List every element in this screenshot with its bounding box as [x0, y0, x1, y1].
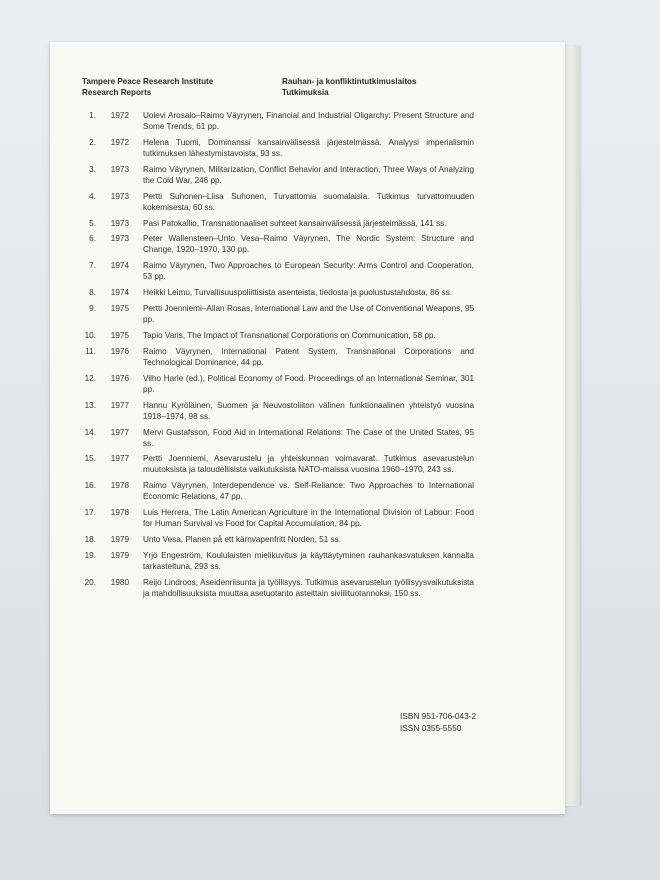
report-number: 9.: [89, 304, 96, 314]
report-citation: Pertti Joenniemi–Allan Rosas, International Law and the Use of Conventional Weapons, 95 pp.: [143, 304, 474, 325]
institute-name-fi: Rauhan- ja konfliktintutkimuslaitos: [282, 77, 417, 86]
report-number: 1.: [89, 111, 96, 120]
header-english: [82, 77, 272, 98]
list-item: [74, 110, 474, 132]
report-number: 12.: [84, 373, 96, 383]
report-year: 1973: [110, 218, 129, 228]
report-year: 1978: [110, 481, 129, 491]
report-citation: Peter Wallensteen–Unto Vesa–Raimo Väyrynen, The Nordic System: Structure and Change, 1920–1970, 130 pp.: [143, 234, 474, 255]
list-item: [74, 164, 474, 186]
report-citation: Helena Tuomi, Dominanssi kansainvälisessä järjestelmässä. Analyysi imperialismin tutkimuksen lähestymistavoista, 93 ss.: [143, 137, 474, 158]
identifier-block: [400, 710, 520, 734]
report-number: 17.: [84, 508, 96, 518]
report-citation: Raimo Väyrynen, Two Approaches to European Security: Arms Control and Cooperation, 53 pp.: [143, 261, 474, 282]
report-citation: Raimo Väyrynen, International Patent System, Transnational Corporations and Technological Dominance, 44 pp.: [143, 346, 474, 367]
list-item: [74, 400, 474, 422]
report-year: 1979: [110, 535, 129, 545]
report-year: 1977: [110, 454, 129, 464]
series-name-fi: Tutkimuksia: [282, 87, 329, 97]
list-item: [74, 480, 474, 502]
isbn-number: ISBN 951-706-043-2: [400, 711, 477, 721]
report-number: 3.: [89, 164, 96, 174]
list-item: [74, 330, 474, 341]
report-year: 1978: [110, 508, 129, 518]
report-number: 15.: [84, 454, 96, 464]
list-item: [74, 233, 474, 255]
report-citation: Pasi Patokallio, Transnationaaliset suhteet kansainvälisessä järjestelmässä, 141 ss.: [143, 218, 447, 228]
list-item: [74, 453, 474, 475]
list-item: [74, 191, 474, 213]
report-number: 11.: [85, 346, 96, 356]
report-number: 18.: [84, 535, 96, 545]
report-citation: Heikki Leimu, Turvallisuuspoliittisista asenteista, tiedosta ja puolustustahdosta, 86 ss.: [143, 288, 453, 298]
report-year: 1973: [110, 164, 129, 174]
report-year: 1977: [110, 427, 129, 437]
report-citation: Raimo Väyrynen, Militarization, Conflict Behavior and Interaction, Three Ways of Analyzing the Cold War, 246 pp.: [143, 164, 474, 185]
report-citation: Tapio Varis, The Impact of Transnational Corporations on Communication, 58 pp.: [143, 331, 436, 341]
report-year: 1980: [110, 577, 129, 587]
report-year: 1974: [110, 261, 129, 271]
list-item: [74, 137, 474, 159]
report-citation: Mervi Gustafsson, Food Aid in International Relations: The Case of the United States, 95 ss.: [143, 427, 474, 448]
report-citation: Vilho Harle (ed.), Political Economy of Food. Proceedings of an International Seminar, 301 pp.: [143, 373, 474, 394]
list-item: [74, 577, 474, 599]
list-item: [74, 427, 474, 449]
list-item: [74, 373, 474, 395]
list-item: [74, 550, 474, 572]
report-year: 1972: [110, 111, 129, 120]
header-finnish: [282, 77, 452, 98]
series-name: Research Reports: [82, 87, 152, 97]
report-citation: Reijo Lindroos, Aseidenriisunta ja työllisyys. Tutkimus asevarustelun työllisyysvaikutuksista ja mahdollisuuksista muuttaa asetuotanto asteittain siviilituotannoksi, 150 ss.: [143, 577, 474, 598]
report-number: 13.: [84, 400, 96, 410]
report-year: 1976: [110, 373, 129, 383]
report-year: 1974: [110, 288, 129, 298]
list-item: [74, 346, 474, 368]
report-citation: Uolevi Arosalo–Raimo Väyrynen, Financial and Industrial Oligarchy: Present Structure and Some Trends, 61 pp.: [143, 111, 474, 131]
report-citation: Hannu Kyröläinen, Suomen ja Neuvostoliiton välinen funktionaalinen yhteistyö vuosina 1918–1974, 98 ss.: [143, 400, 474, 421]
report-year: 1979: [110, 551, 129, 561]
list-item: [74, 260, 474, 282]
report-year: 1975: [110, 331, 129, 341]
publisher-header: [82, 77, 442, 105]
report-year: 1973: [110, 234, 129, 244]
list-item: [74, 218, 474, 229]
report-number: 4.: [89, 191, 96, 201]
report-number: 7.: [89, 261, 96, 271]
report-citation: Unto Vesa, Planen på ett kärnvapenfritt Norden, 51 ss.: [143, 535, 341, 545]
institute-name: Tampere Peace Research Institute: [82, 77, 214, 86]
list-item: [74, 507, 474, 529]
report-number: 5.: [89, 218, 96, 228]
report-number: 19.: [84, 551, 96, 561]
report-number: 6.: [89, 234, 96, 244]
list-item: [74, 287, 474, 298]
report-citation: Yrjö Engeström, Koululaisten mielikuvitus ja käyttäytyminen rauhankasvatuksen kannalta tarkasteltuna, 293 ss.: [143, 551, 474, 572]
report-number: 20.: [84, 577, 96, 587]
list-item: [74, 303, 474, 325]
report-list: [74, 110, 474, 670]
report-year: 1976: [110, 346, 129, 356]
report-citation: Pertti Suhonen–Liisa Suhonen, Turvattomia suomalaisia. Tutkimus turvattomuuden kokemisesta, 60 ss.: [143, 191, 474, 212]
report-number: 16.: [84, 481, 96, 491]
report-citation: Raimo Väyrynen, Interdependence vs. Self-Reliance: Two Approaches to International Economic Relations, 47 pp.: [143, 481, 474, 502]
report-number: 8.: [89, 288, 96, 298]
report-citation: Pertti Joenniemi, Asevarustelu ja yhteiskunnan voimavarat. Tutkimus asevarustelun muutoksista ja taloudellisista vaikutuksista NATO-maissa vuosina 1960–1970, 243 ss.: [143, 454, 474, 475]
report-citation: Luis Herrera, The Latin American Agriculture in the International Division of Labour: Food for Human Survival vs Food for Capital Accumulation, 84 pp.: [143, 508, 474, 529]
report-number: 14.: [84, 427, 96, 437]
report-year: 1973: [110, 191, 129, 201]
report-year: 1972: [110, 137, 129, 147]
issn-number: ISSN 0355-5550: [400, 723, 462, 733]
list-item: [74, 534, 474, 545]
report-year: 1977: [110, 400, 129, 410]
report-year: 1975: [110, 304, 129, 314]
report-number: 2.: [89, 137, 96, 147]
report-number: 10.: [84, 331, 96, 341]
